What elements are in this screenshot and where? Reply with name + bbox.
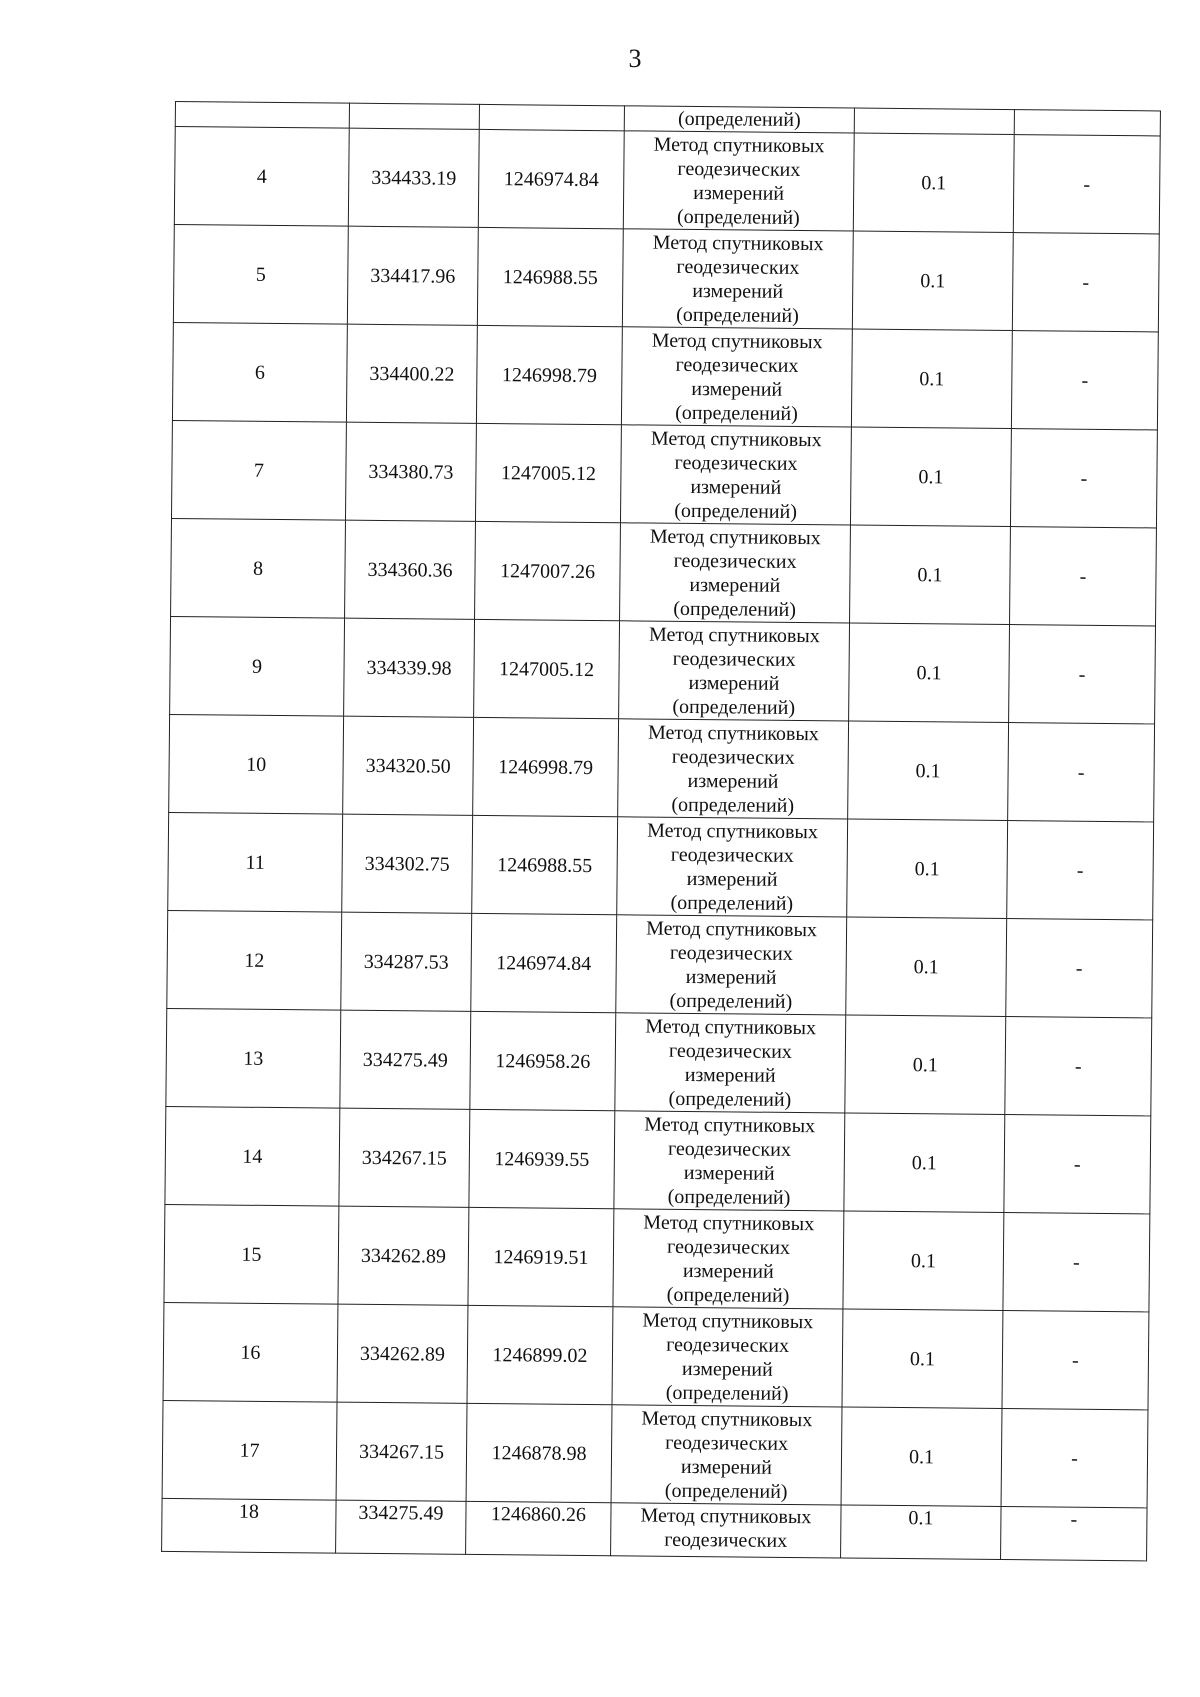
- method-line: (определений): [666, 1283, 790, 1307]
- note-cell: -: [1006, 919, 1153, 1018]
- accuracy-cell: 0.1: [850, 427, 1011, 527]
- accuracy-cell: 0.1: [846, 917, 1007, 1017]
- method-cell: [622, 229, 853, 329]
- method-line: Метод спутниковых: [649, 525, 821, 549]
- method-cell: [616, 915, 847, 1015]
- accuracy-cell: 0.1: [845, 1015, 1006, 1115]
- y-coordinate-cell: 1246998.79: [473, 717, 619, 816]
- accuracy-cell: 0.1: [849, 623, 1010, 723]
- fragment-cell-y: [479, 104, 624, 130]
- method-line: (определений): [664, 1479, 788, 1503]
- method-line: Метод спутниковых: [643, 1211, 815, 1235]
- method-line: измерений: [690, 475, 782, 499]
- method-line: Метод спутниковых: [645, 1015, 817, 1039]
- table-row: [162, 1400, 1148, 1507]
- method-cell: [617, 817, 848, 917]
- method-line: измерений: [685, 965, 777, 989]
- method-cell: [623, 131, 854, 231]
- accuracy-cell: 0.1: [848, 721, 1009, 821]
- x-coordinate-cell: 334267.15: [336, 1402, 467, 1501]
- method-line: геодезических: [669, 941, 793, 965]
- accuracy-cell: 0.1: [844, 1113, 1005, 1213]
- y-coordinate-cell: 1246974.84: [478, 129, 624, 228]
- fragment-cell-note: [1014, 110, 1160, 136]
- point-number-cell: 11: [168, 812, 343, 912]
- method-line: измерений: [682, 1259, 774, 1283]
- table-row: [163, 1302, 1149, 1409]
- table-row: [174, 127, 1160, 234]
- point-number-cell: 4: [174, 127, 349, 227]
- method-cell: [620, 523, 851, 623]
- accuracy-cell: 0.1: [843, 1211, 1004, 1311]
- method-line: (определений): [675, 401, 798, 425]
- method-line: (определений): [672, 695, 796, 719]
- table-row: [171, 518, 1157, 625]
- table-row: [173, 224, 1159, 331]
- method-cell: [621, 327, 852, 427]
- point-number-cell: 10: [169, 714, 344, 814]
- table-row: [169, 714, 1155, 821]
- method-line: Метод спутниковых: [644, 1113, 816, 1137]
- method-line: Метод спутниковых: [650, 427, 822, 451]
- table-row: [162, 1498, 1147, 1560]
- y-coordinate-cell: 1247005.12: [475, 423, 621, 522]
- note-cell: -: [1004, 1115, 1151, 1214]
- method-line: (определений): [676, 205, 800, 229]
- x-coordinate-cell: 334302.75: [342, 814, 473, 913]
- y-coordinate-cell: 1246998.79: [476, 325, 622, 424]
- x-coordinate-cell: 334267.15: [339, 1108, 470, 1207]
- note-cell: -: [1005, 1017, 1152, 1116]
- point-number-cell: 13: [166, 1008, 341, 1108]
- note-cell: -: [1009, 625, 1156, 724]
- method-cell: [618, 719, 849, 819]
- note-cell: -: [1001, 1408, 1148, 1507]
- table-row: [168, 812, 1154, 919]
- table-row: [170, 616, 1156, 723]
- method-line: измерений: [693, 181, 785, 205]
- method-line: геодезических: [676, 255, 800, 279]
- x-coordinate-cell: 334400.22: [346, 324, 477, 423]
- method-line: измерений: [691, 377, 783, 401]
- method-cell: [619, 621, 850, 721]
- point-number-cell: 7: [171, 420, 346, 520]
- method-line: Метод спутниковых: [641, 1407, 813, 1431]
- table-row: [167, 910, 1153, 1017]
- page-number: 3: [628, 44, 642, 73]
- y-coordinate-cell: 1246988.55: [472, 815, 618, 914]
- table-row: [171, 420, 1157, 527]
- method-line: геодезических: [675, 353, 799, 377]
- note-cell: -: [1010, 527, 1157, 626]
- method-line: Метод спутниковых: [646, 917, 818, 941]
- method-line: измерений: [683, 1161, 775, 1185]
- accuracy-cell: 0.1: [847, 819, 1008, 919]
- method-line: геодезических: [666, 1333, 790, 1357]
- accuracy-cell: 0.1: [853, 133, 1014, 233]
- method-line: Метод спутниковых: [640, 1504, 812, 1529]
- method-line: Метод спутниковых: [653, 133, 825, 157]
- method-line: (определений): [670, 891, 794, 915]
- point-number-cell: 17: [162, 1400, 337, 1500]
- point-number-cell: 12: [167, 910, 342, 1010]
- table-row: [172, 322, 1158, 429]
- point-number-cell: 9: [170, 616, 345, 716]
- method-line: (определений): [667, 1185, 791, 1209]
- table-row: [164, 1204, 1150, 1311]
- method-line: геодезических: [665, 1431, 789, 1455]
- method-line: геодезических: [673, 549, 797, 573]
- method-line: измерений: [684, 1063, 776, 1087]
- note-cell: -: [1012, 233, 1159, 332]
- method-line: Метод спутниковых: [648, 623, 820, 647]
- accuracy-cell: 0.1: [850, 525, 1011, 625]
- y-coordinate-cell: 1246878.98: [466, 1403, 612, 1502]
- method-cell: [611, 1503, 841, 1558]
- table-row: [165, 1106, 1151, 1213]
- method-line: (определений): [676, 303, 799, 327]
- fragment-cell-x: [349, 103, 479, 129]
- note-cell: -: [1008, 723, 1155, 822]
- method-line: геодезических: [671, 745, 795, 769]
- accuracy-cell: 0.1: [842, 1309, 1003, 1409]
- method-line: (определений): [665, 1381, 789, 1405]
- method-line: измерений: [680, 1455, 772, 1479]
- method-line: геодезических: [672, 647, 796, 671]
- method-line: (определений): [673, 597, 797, 621]
- y-coordinate-cell: 1247007.26: [475, 521, 621, 620]
- note-cell: -: [1011, 331, 1158, 430]
- method-line: геодезических: [670, 843, 794, 867]
- method-line: измерений: [681, 1357, 773, 1381]
- point-number-cell: 14: [165, 1106, 340, 1206]
- x-coordinate-cell: 334360.36: [345, 520, 476, 619]
- method-line: измерений: [688, 671, 780, 695]
- method-line: геодезических: [674, 451, 798, 475]
- note-cell: -: [1007, 821, 1154, 920]
- x-coordinate-cell: 334320.50: [343, 716, 474, 815]
- fragment-cell-accuracy: [854, 108, 1014, 135]
- x-coordinate-cell: 334287.53: [341, 912, 472, 1011]
- table-body: [162, 102, 1161, 1561]
- method-cell: [613, 1209, 844, 1309]
- coordinates-table-sheet: [161, 101, 1160, 1561]
- method-line: Метод спутниковых: [652, 231, 824, 255]
- method-cell: [615, 1013, 846, 1113]
- note-cell: -: [1001, 1506, 1148, 1560]
- point-number-cell: 18: [162, 1498, 337, 1553]
- x-coordinate-cell: 334380.73: [345, 422, 476, 521]
- table-row: [166, 1008, 1152, 1115]
- method-line: Метод спутниковых: [647, 721, 819, 745]
- method-line: измерений: [689, 573, 781, 597]
- note-cell: -: [1003, 1213, 1150, 1312]
- method-line: (определений): [674, 499, 798, 523]
- method-line: Метод спутниковых: [651, 329, 823, 353]
- fragment-cell-method: (определений): [624, 106, 854, 133]
- y-coordinate-cell: 1246899.02: [467, 1305, 613, 1404]
- accuracy-cell: 0.1: [851, 329, 1012, 429]
- y-coordinate-cell: 1247005.12: [474, 619, 620, 718]
- method-cell: [620, 425, 851, 525]
- y-coordinate-cell: 1246958.26: [470, 1011, 616, 1110]
- accuracy-cell: 0.1: [841, 1505, 1002, 1560]
- method-line: геодезических: [666, 1235, 791, 1259]
- x-coordinate-cell: 334262.89: [338, 1206, 469, 1305]
- y-coordinate-cell: 1246860.26: [466, 1501, 612, 1555]
- x-coordinate-cell: 334339.98: [344, 618, 475, 717]
- coordinates-table: [161, 101, 1161, 1561]
- method-line: (определений): [669, 989, 793, 1013]
- method-cell: [611, 1405, 842, 1505]
- note-cell: -: [1013, 135, 1160, 234]
- method-line: Метод спутниковых: [647, 819, 819, 843]
- method-line: геодезических: [677, 157, 801, 181]
- method-line: (определений): [668, 1087, 792, 1111]
- x-coordinate-cell: 334417.96: [347, 226, 478, 325]
- y-coordinate-cell: 1246919.51: [468, 1207, 614, 1306]
- method-line: измерений: [686, 867, 778, 891]
- note-cell: -: [1002, 1311, 1149, 1410]
- point-number-cell: 6: [172, 322, 347, 422]
- x-coordinate-cell: 334275.49: [340, 1010, 471, 1109]
- method-line: геодезических: [664, 1528, 788, 1552]
- point-number-cell: 5: [173, 224, 348, 324]
- point-number-cell: 8: [171, 518, 346, 618]
- method-line: (определений): [671, 793, 795, 817]
- method-line: геодезических: [667, 1137, 792, 1161]
- note-cell: -: [1010, 429, 1157, 528]
- method-cell: [612, 1307, 843, 1407]
- x-coordinate-cell: 334275.49: [336, 1500, 467, 1554]
- accuracy-cell: 0.1: [852, 231, 1013, 331]
- method-line: Метод спутниковых: [642, 1309, 814, 1333]
- y-coordinate-cell: 1246939.55: [469, 1109, 615, 1208]
- y-coordinate-cell: 1246988.55: [477, 227, 623, 326]
- x-coordinate-cell: 334262.89: [337, 1304, 468, 1403]
- x-coordinate-cell: 334433.19: [348, 128, 479, 227]
- point-number-cell: 15: [164, 1204, 339, 1304]
- method-line: измерений: [687, 769, 779, 793]
- accuracy-cell: 0.1: [841, 1407, 1002, 1507]
- method-cell: [614, 1111, 845, 1211]
- y-coordinate-cell: 1246974.84: [471, 913, 617, 1012]
- fragment-cell-number: [175, 102, 349, 129]
- method-line: геодезических: [668, 1039, 792, 1063]
- point-number-cell: 16: [163, 1302, 338, 1402]
- method-line: измерений: [692, 279, 784, 303]
